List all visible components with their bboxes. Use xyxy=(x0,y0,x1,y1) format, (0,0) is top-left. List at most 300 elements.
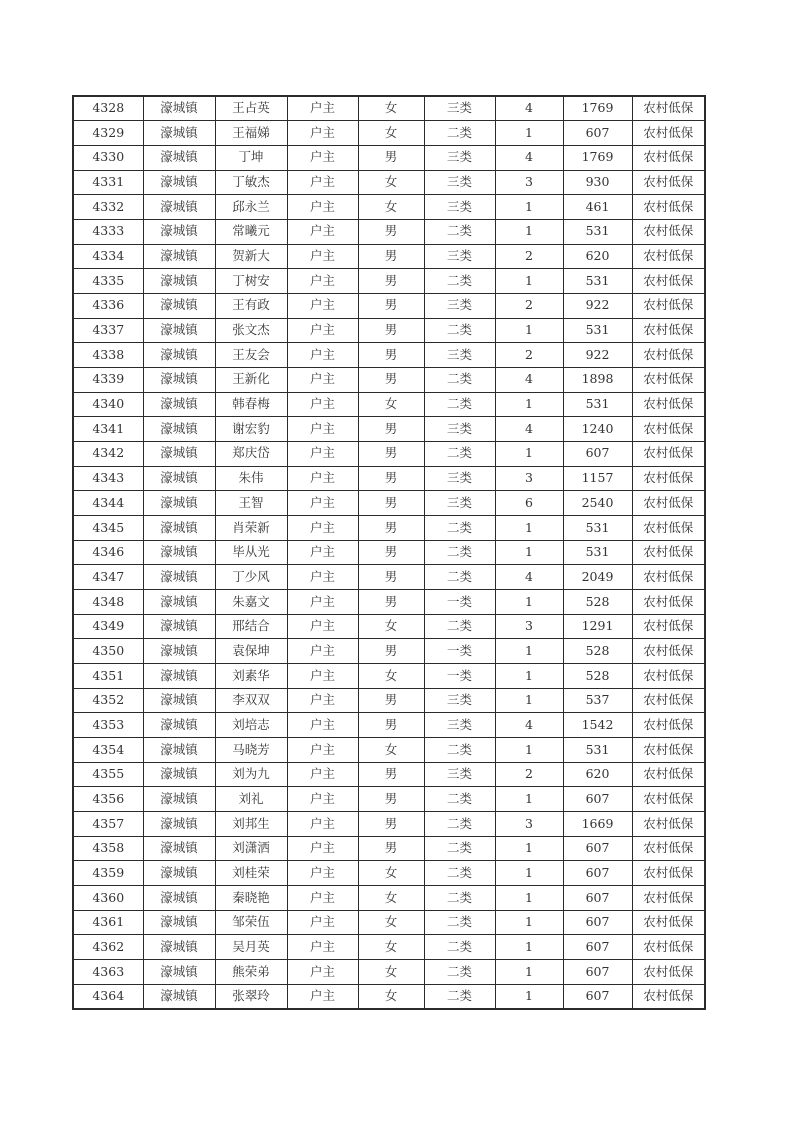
table-row xyxy=(73,737,705,762)
cell-amount: 607 xyxy=(563,984,632,1009)
cell-relation: 户主 xyxy=(287,762,358,787)
cell-amount: 607 xyxy=(563,910,632,935)
table-row xyxy=(73,417,705,442)
cell-relation: 户主 xyxy=(287,861,358,886)
cell-town: 濠城镇 xyxy=(143,121,215,146)
cell-gender: 女 xyxy=(358,663,424,688)
cell-amount: 531 xyxy=(563,392,632,417)
cell-gender: 男 xyxy=(358,836,424,861)
cell-gender: 女 xyxy=(358,960,424,985)
cell-persons: 4 xyxy=(495,565,563,590)
cell-serial-number: 4358 xyxy=(73,836,143,861)
cell-name: 韩春梅 xyxy=(215,392,287,417)
cell-town: 濠城镇 xyxy=(143,861,215,886)
cell-name: 袁保坤 xyxy=(215,639,287,664)
cell-persons: 3 xyxy=(495,170,563,195)
table-row xyxy=(73,121,705,146)
cell-relation: 户主 xyxy=(287,318,358,343)
cell-name: 秦晓艳 xyxy=(215,886,287,911)
cell-amount: 607 xyxy=(563,960,632,985)
cell-town: 濠城镇 xyxy=(143,417,215,442)
cell-category: 二类 xyxy=(424,836,495,861)
cell-name: 王智 xyxy=(215,491,287,516)
cell-category: 三类 xyxy=(424,195,495,220)
table-row xyxy=(73,787,705,812)
cell-amount: 620 xyxy=(563,244,632,269)
cell-town: 濠城镇 xyxy=(143,960,215,985)
cell-name: 邱永兰 xyxy=(215,195,287,220)
cell-gender: 女 xyxy=(358,886,424,911)
table-row xyxy=(73,688,705,713)
cell-name: 毕从光 xyxy=(215,540,287,565)
cell-town: 濠城镇 xyxy=(143,318,215,343)
cell-assistance-type: 农村低保 xyxy=(632,219,705,244)
table-row xyxy=(73,886,705,911)
cell-assistance-type: 农村低保 xyxy=(632,614,705,639)
cell-persons: 1 xyxy=(495,737,563,762)
cell-persons: 1 xyxy=(495,392,563,417)
cell-name: 王友会 xyxy=(215,343,287,368)
table-row xyxy=(73,663,705,688)
table-row xyxy=(73,318,705,343)
cell-serial-number: 4328 xyxy=(73,96,143,121)
cell-amount: 607 xyxy=(563,441,632,466)
cell-assistance-type: 农村低保 xyxy=(632,343,705,368)
table-body xyxy=(73,96,705,1009)
table-row xyxy=(73,343,705,368)
cell-serial-number: 4359 xyxy=(73,861,143,886)
cell-category: 二类 xyxy=(424,861,495,886)
cell-category: 二类 xyxy=(424,565,495,590)
cell-persons: 1 xyxy=(495,663,563,688)
cell-town: 濠城镇 xyxy=(143,688,215,713)
cell-relation: 户主 xyxy=(287,639,358,664)
cell-town: 濠城镇 xyxy=(143,639,215,664)
cell-assistance-type: 农村低保 xyxy=(632,392,705,417)
cell-gender: 男 xyxy=(358,466,424,491)
cell-town: 濠城镇 xyxy=(143,145,215,170)
cell-gender: 女 xyxy=(358,935,424,960)
cell-persons: 1 xyxy=(495,836,563,861)
cell-town: 濠城镇 xyxy=(143,367,215,392)
cell-category: 三类 xyxy=(424,713,495,738)
cell-gender: 男 xyxy=(358,417,424,442)
cell-persons: 2 xyxy=(495,762,563,787)
cell-assistance-type: 农村低保 xyxy=(632,984,705,1009)
cell-gender: 男 xyxy=(358,219,424,244)
cell-persons: 2 xyxy=(495,343,563,368)
cell-category: 二类 xyxy=(424,614,495,639)
cell-amount: 537 xyxy=(563,688,632,713)
cell-serial-number: 4355 xyxy=(73,762,143,787)
table-row xyxy=(73,589,705,614)
cell-name: 刘培志 xyxy=(215,713,287,738)
cell-category: 二类 xyxy=(424,811,495,836)
cell-amount: 930 xyxy=(563,170,632,195)
cell-name: 王有政 xyxy=(215,293,287,318)
cell-assistance-type: 农村低保 xyxy=(632,663,705,688)
cell-gender: 男 xyxy=(358,343,424,368)
cell-serial-number: 4341 xyxy=(73,417,143,442)
cell-town: 濠城镇 xyxy=(143,441,215,466)
cell-amount: 1240 xyxy=(563,417,632,442)
cell-relation: 户主 xyxy=(287,540,358,565)
cell-town: 濠城镇 xyxy=(143,663,215,688)
cell-relation: 户主 xyxy=(287,195,358,220)
cell-amount: 531 xyxy=(563,269,632,294)
cell-assistance-type: 农村低保 xyxy=(632,441,705,466)
table-row xyxy=(73,614,705,639)
cell-town: 濠城镇 xyxy=(143,589,215,614)
table-row xyxy=(73,811,705,836)
cell-name: 丁坤 xyxy=(215,145,287,170)
cell-relation: 户主 xyxy=(287,811,358,836)
table-row xyxy=(73,836,705,861)
cell-assistance-type: 农村低保 xyxy=(632,269,705,294)
table-row xyxy=(73,244,705,269)
cell-amount: 1669 xyxy=(563,811,632,836)
cell-gender: 男 xyxy=(358,244,424,269)
table-row xyxy=(73,219,705,244)
cell-town: 濠城镇 xyxy=(143,170,215,195)
cell-assistance-type: 农村低保 xyxy=(632,589,705,614)
cell-relation: 户主 xyxy=(287,886,358,911)
cell-assistance-type: 农村低保 xyxy=(632,540,705,565)
cell-category: 二类 xyxy=(424,269,495,294)
cell-amount: 2540 xyxy=(563,491,632,516)
cell-serial-number: 4354 xyxy=(73,737,143,762)
cell-persons: 1 xyxy=(495,787,563,812)
cell-category: 二类 xyxy=(424,540,495,565)
cell-serial-number: 4336 xyxy=(73,293,143,318)
cell-name: 邢结合 xyxy=(215,614,287,639)
cell-town: 濠城镇 xyxy=(143,491,215,516)
cell-category: 三类 xyxy=(424,170,495,195)
cell-relation: 户主 xyxy=(287,713,358,738)
cell-serial-number: 4348 xyxy=(73,589,143,614)
cell-assistance-type: 农村低保 xyxy=(632,96,705,121)
cell-gender: 女 xyxy=(358,614,424,639)
cell-persons: 1 xyxy=(495,121,563,146)
cell-serial-number: 4360 xyxy=(73,886,143,911)
cell-category: 一类 xyxy=(424,663,495,688)
cell-relation: 户主 xyxy=(287,441,358,466)
cell-town: 濠城镇 xyxy=(143,244,215,269)
cell-town: 濠城镇 xyxy=(143,614,215,639)
cell-amount: 528 xyxy=(563,663,632,688)
cell-amount: 607 xyxy=(563,886,632,911)
cell-amount: 531 xyxy=(563,219,632,244)
cell-persons: 4 xyxy=(495,145,563,170)
cell-relation: 户主 xyxy=(287,614,358,639)
cell-relation: 户主 xyxy=(287,836,358,861)
cell-relation: 户主 xyxy=(287,491,358,516)
cell-relation: 户主 xyxy=(287,960,358,985)
cell-persons: 4 xyxy=(495,96,563,121)
cell-name: 丁少风 xyxy=(215,565,287,590)
cell-assistance-type: 农村低保 xyxy=(632,910,705,935)
cell-serial-number: 4362 xyxy=(73,935,143,960)
cell-town: 濠城镇 xyxy=(143,466,215,491)
cell-amount: 607 xyxy=(563,121,632,146)
cell-category: 二类 xyxy=(424,515,495,540)
cell-name: 丁树安 xyxy=(215,269,287,294)
cell-relation: 户主 xyxy=(287,145,358,170)
cell-relation: 户主 xyxy=(287,219,358,244)
cell-persons: 6 xyxy=(495,491,563,516)
cell-gender: 男 xyxy=(358,318,424,343)
cell-assistance-type: 农村低保 xyxy=(632,811,705,836)
cell-category: 三类 xyxy=(424,417,495,442)
cell-town: 濠城镇 xyxy=(143,219,215,244)
cell-gender: 男 xyxy=(358,639,424,664)
cell-amount: 528 xyxy=(563,589,632,614)
cell-category: 二类 xyxy=(424,960,495,985)
cell-persons: 1 xyxy=(495,515,563,540)
cell-assistance-type: 农村低保 xyxy=(632,417,705,442)
cell-assistance-type: 农村低保 xyxy=(632,367,705,392)
table-row xyxy=(73,367,705,392)
cell-persons: 1 xyxy=(495,984,563,1009)
cell-persons: 1 xyxy=(495,540,563,565)
cell-name: 邹荣伍 xyxy=(215,910,287,935)
table-row xyxy=(73,639,705,664)
cell-category: 二类 xyxy=(424,318,495,343)
cell-gender: 男 xyxy=(358,811,424,836)
cell-amount: 922 xyxy=(563,343,632,368)
cell-serial-number: 4346 xyxy=(73,540,143,565)
cell-assistance-type: 农村低保 xyxy=(632,861,705,886)
cell-assistance-type: 农村低保 xyxy=(632,491,705,516)
cell-gender: 女 xyxy=(358,861,424,886)
cell-gender: 女 xyxy=(358,392,424,417)
cell-category: 二类 xyxy=(424,737,495,762)
cell-amount: 607 xyxy=(563,861,632,886)
cell-persons: 1 xyxy=(495,195,563,220)
cell-amount: 1898 xyxy=(563,367,632,392)
cell-gender: 女 xyxy=(358,195,424,220)
cell-assistance-type: 农村低保 xyxy=(632,762,705,787)
cell-town: 濠城镇 xyxy=(143,96,215,121)
table-row xyxy=(73,491,705,516)
cell-relation: 户主 xyxy=(287,515,358,540)
cell-town: 濠城镇 xyxy=(143,515,215,540)
cell-assistance-type: 农村低保 xyxy=(632,565,705,590)
cell-assistance-type: 农村低保 xyxy=(632,787,705,812)
cell-category: 三类 xyxy=(424,491,495,516)
cell-persons: 1 xyxy=(495,910,563,935)
cell-persons: 4 xyxy=(495,713,563,738)
cell-relation: 户主 xyxy=(287,935,358,960)
cell-serial-number: 4344 xyxy=(73,491,143,516)
cell-town: 濠城镇 xyxy=(143,787,215,812)
cell-town: 濠城镇 xyxy=(143,811,215,836)
cell-persons: 2 xyxy=(495,293,563,318)
cell-relation: 户主 xyxy=(287,663,358,688)
cell-name: 李双双 xyxy=(215,688,287,713)
cell-relation: 户主 xyxy=(287,96,358,121)
cell-amount: 1291 xyxy=(563,614,632,639)
cell-town: 濠城镇 xyxy=(143,836,215,861)
cell-gender: 男 xyxy=(358,145,424,170)
cell-amount: 922 xyxy=(563,293,632,318)
cell-persons: 1 xyxy=(495,589,563,614)
cell-category: 二类 xyxy=(424,910,495,935)
cell-serial-number: 4330 xyxy=(73,145,143,170)
table-row xyxy=(73,910,705,935)
cell-name: 王新化 xyxy=(215,367,287,392)
cell-relation: 户主 xyxy=(287,343,358,368)
cell-name: 张文杰 xyxy=(215,318,287,343)
cell-relation: 户主 xyxy=(287,244,358,269)
cell-amount: 531 xyxy=(563,318,632,343)
table-row xyxy=(73,269,705,294)
table-row xyxy=(73,170,705,195)
cell-serial-number: 4337 xyxy=(73,318,143,343)
cell-assistance-type: 农村低保 xyxy=(632,244,705,269)
cell-name: 郑庆岱 xyxy=(215,441,287,466)
cell-persons: 1 xyxy=(495,861,563,886)
cell-assistance-type: 农村低保 xyxy=(632,935,705,960)
cell-persons: 2 xyxy=(495,244,563,269)
cell-gender: 男 xyxy=(358,565,424,590)
cell-relation: 户主 xyxy=(287,787,358,812)
cell-persons: 1 xyxy=(495,960,563,985)
table-row xyxy=(73,441,705,466)
cell-relation: 户主 xyxy=(287,737,358,762)
cell-name: 朱嘉文 xyxy=(215,589,287,614)
cell-category: 二类 xyxy=(424,984,495,1009)
cell-name: 刘桂荣 xyxy=(215,861,287,886)
cell-town: 濠城镇 xyxy=(143,565,215,590)
cell-amount: 1769 xyxy=(563,145,632,170)
cell-gender: 女 xyxy=(358,984,424,1009)
cell-assistance-type: 农村低保 xyxy=(632,515,705,540)
cell-persons: 4 xyxy=(495,367,563,392)
cell-town: 濠城镇 xyxy=(143,984,215,1009)
cell-town: 濠城镇 xyxy=(143,392,215,417)
cell-amount: 1542 xyxy=(563,713,632,738)
cell-category: 三类 xyxy=(424,343,495,368)
cell-category: 一类 xyxy=(424,589,495,614)
cell-serial-number: 4334 xyxy=(73,244,143,269)
cell-gender: 男 xyxy=(358,491,424,516)
cell-town: 濠城镇 xyxy=(143,195,215,220)
table-row xyxy=(73,762,705,787)
cell-serial-number: 4333 xyxy=(73,219,143,244)
cell-town: 濠城镇 xyxy=(143,269,215,294)
cell-relation: 户主 xyxy=(287,121,358,146)
cell-serial-number: 4357 xyxy=(73,811,143,836)
cell-amount: 620 xyxy=(563,762,632,787)
table-row xyxy=(73,392,705,417)
cell-gender: 男 xyxy=(358,713,424,738)
cell-serial-number: 4343 xyxy=(73,466,143,491)
cell-category: 二类 xyxy=(424,121,495,146)
table-row xyxy=(73,540,705,565)
cell-gender: 女 xyxy=(358,96,424,121)
cell-town: 濠城镇 xyxy=(143,935,215,960)
cell-category: 二类 xyxy=(424,367,495,392)
table-row xyxy=(73,293,705,318)
table-row xyxy=(73,935,705,960)
cell-relation: 户主 xyxy=(287,417,358,442)
cell-gender: 男 xyxy=(358,269,424,294)
cell-gender: 男 xyxy=(358,540,424,565)
cell-serial-number: 4335 xyxy=(73,269,143,294)
cell-category: 二类 xyxy=(424,392,495,417)
cell-assistance-type: 农村低保 xyxy=(632,318,705,343)
cell-persons: 1 xyxy=(495,269,563,294)
table-row xyxy=(73,195,705,220)
cell-town: 濠城镇 xyxy=(143,540,215,565)
cell-persons: 1 xyxy=(495,886,563,911)
cell-serial-number: 4340 xyxy=(73,392,143,417)
cell-serial-number: 4345 xyxy=(73,515,143,540)
cell-name: 吴月英 xyxy=(215,935,287,960)
cell-category: 二类 xyxy=(424,219,495,244)
cell-assistance-type: 农村低保 xyxy=(632,145,705,170)
cell-category: 二类 xyxy=(424,787,495,812)
cell-assistance-type: 农村低保 xyxy=(632,195,705,220)
cell-gender: 女 xyxy=(358,121,424,146)
table-row xyxy=(73,861,705,886)
cell-name: 朱伟 xyxy=(215,466,287,491)
cell-serial-number: 4347 xyxy=(73,565,143,590)
cell-town: 濠城镇 xyxy=(143,343,215,368)
cell-name: 刘为九 xyxy=(215,762,287,787)
cell-category: 三类 xyxy=(424,688,495,713)
cell-gender: 男 xyxy=(358,589,424,614)
cell-town: 濠城镇 xyxy=(143,713,215,738)
cell-name: 刘邦生 xyxy=(215,811,287,836)
cell-assistance-type: 农村低保 xyxy=(632,293,705,318)
cell-serial-number: 4351 xyxy=(73,663,143,688)
cell-relation: 户主 xyxy=(287,910,358,935)
cell-persons: 4 xyxy=(495,417,563,442)
cell-town: 濠城镇 xyxy=(143,886,215,911)
cell-name: 谢宏豹 xyxy=(215,417,287,442)
cell-gender: 男 xyxy=(358,515,424,540)
cell-town: 濠城镇 xyxy=(143,910,215,935)
cell-relation: 户主 xyxy=(287,589,358,614)
cell-category: 三类 xyxy=(424,293,495,318)
cell-serial-number: 4342 xyxy=(73,441,143,466)
cell-town: 濠城镇 xyxy=(143,737,215,762)
cell-serial-number: 4338 xyxy=(73,343,143,368)
cell-name: 熊荣弟 xyxy=(215,960,287,985)
cell-serial-number: 4352 xyxy=(73,688,143,713)
cell-relation: 户主 xyxy=(287,565,358,590)
cell-serial-number: 4339 xyxy=(73,367,143,392)
cell-persons: 3 xyxy=(495,811,563,836)
cell-name: 马晓芳 xyxy=(215,737,287,762)
table-row xyxy=(73,96,705,121)
cell-category: 二类 xyxy=(424,935,495,960)
cell-gender: 男 xyxy=(358,787,424,812)
cell-name: 刘礼 xyxy=(215,787,287,812)
cell-gender: 男 xyxy=(358,293,424,318)
cell-category: 二类 xyxy=(424,441,495,466)
cell-serial-number: 4331 xyxy=(73,170,143,195)
cell-town: 濠城镇 xyxy=(143,293,215,318)
cell-category: 三类 xyxy=(424,244,495,269)
cell-assistance-type: 农村低保 xyxy=(632,737,705,762)
cell-relation: 户主 xyxy=(287,269,358,294)
welfare-recipients-table xyxy=(72,95,706,1010)
cell-gender: 女 xyxy=(358,170,424,195)
cell-serial-number: 4356 xyxy=(73,787,143,812)
